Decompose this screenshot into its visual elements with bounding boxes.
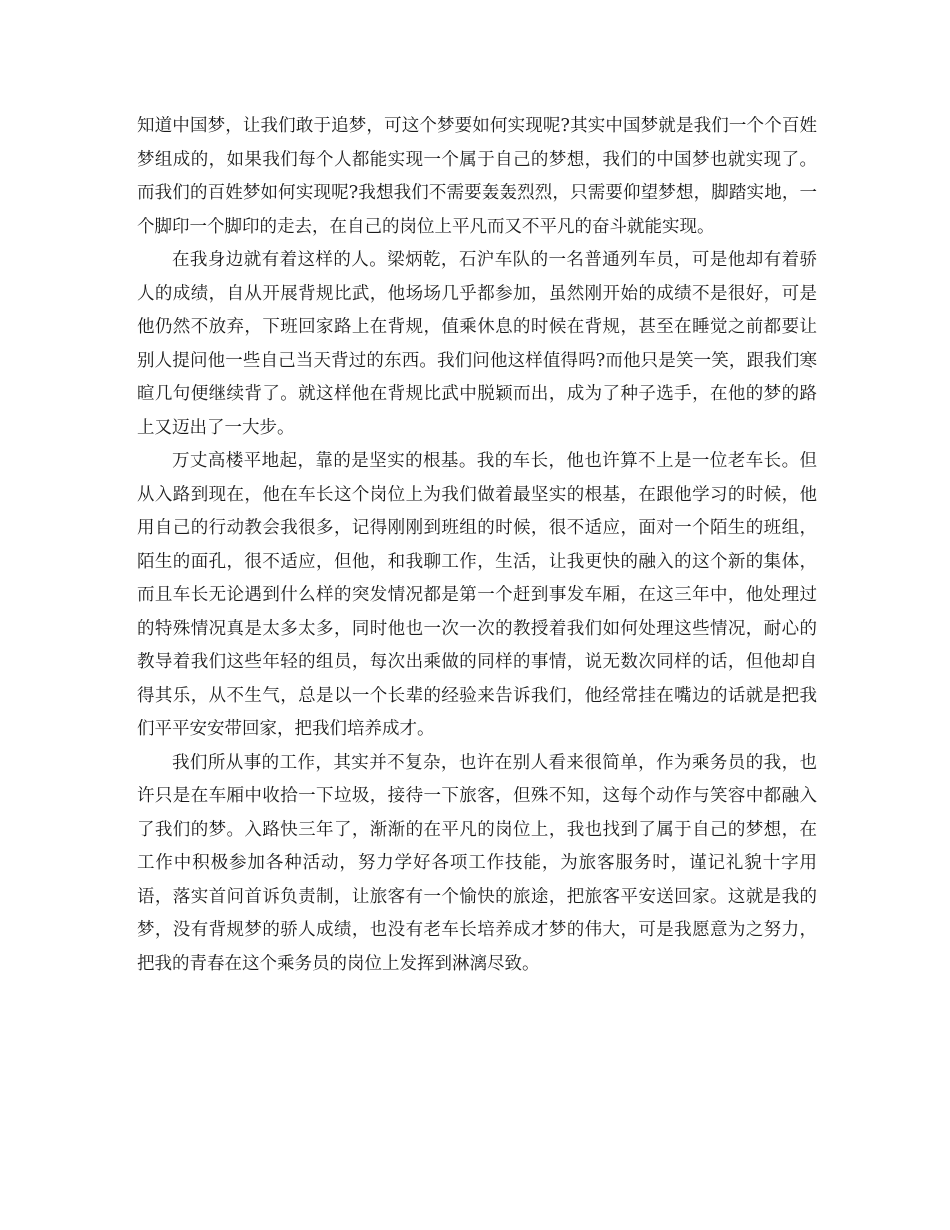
- paragraph-continued: 知道中国梦，让我们敢于追梦，可这个梦要如何实现呢?其实中国梦就是我们一个个百姓梦组成的，如果我们每个人都能实现一个属于自己的梦想，我们的中国梦也就实现了。而我们的百姓梦如何实现呢?我想我们不需要轰轰烈烈，只需要仰望梦想，脚踏实地，一个脚印一个脚印的走去，在自己的岗位上平凡而又不平凡的奋斗就能实现。: [137, 116, 817, 237]
- document-page: [137, 110, 817, 981]
- paragraph-liang-bingqian: 在我身边就有着这样的人。梁炳乾，石沪车队的一名普通列车员，可是他却有着骄人的成绩，自从开展背规比武，他场场几乎都参加，虽然刚开始的成绩不是很好，可是他仍然不放弃，下班回家路上在背规，值乘休息的时候在背规，甚至在睡觉之前都要让别人提问他一些自己当天背过的东西。我们问他这样值得吗?而他只是笑一笑，跟我们寒暄几句便继续背了。就这样他在背规比武中脱颖而出，成为了种子选手，在他的梦的路上又迈出了一大步。: [137, 250, 817, 438]
- paragraph-my-dream: 我们所从事的工作，其实并不复杂，也许在别人看来很简单，作为乘务员的我，也许只是在车厢中收拾一下垃圾，接待一下旅客，但殊不知，这每个动作与笑容中都融入了我们的梦。入路快三年了，渐渐的在平凡的岗位上，我也找到了属于自己的梦想，在工作中积极参加各种活动，努力学好各项工作技能，为旅客服务时，谨记礼貌十字用语，落实首问首诉负责制，让旅客有一个愉快的旅途，把旅客平安送回家。这就是我的梦，没有背规梦的骄人成绩，也没有老车长培养成才梦的伟大，可是我愿意为之努力，把我的青春在这个乘务员的岗位上发挥到淋漓尽致。: [137, 752, 817, 974]
- paragraph-conductor: 万丈高楼平地起，靠的是坚实的根基。我的车长，他也许算不上是一位老车长。但从入路到现在，他在车长这个岗位上为我们做着最坚实的根基，在跟他学习的时候，他用自己的行动教会我很多，记得刚刚到班组的时候，很不适应，面对一个陌生的班组，陌生的面孔，很不适应，但他，和我聊工作，生活，让我更快的融入的这个新的集体，而且车长无论遇到什么样的突发情况都是第一个赶到事发车厢，在这三年中，他处理过的特殊情况真是太多太多，同时他也一次一次的教授着我们如何处理这些情况，耐心的教导着我们这些年轻的组员，每次出乘做的同样的事情，说无数次同样的话，但他却自得其乐，从不生气，总是以一个长辈的经验来告诉我们，他经常挂在嘴边的话就是把我们平平安安带回家，把我们培养成才。: [137, 451, 817, 739]
